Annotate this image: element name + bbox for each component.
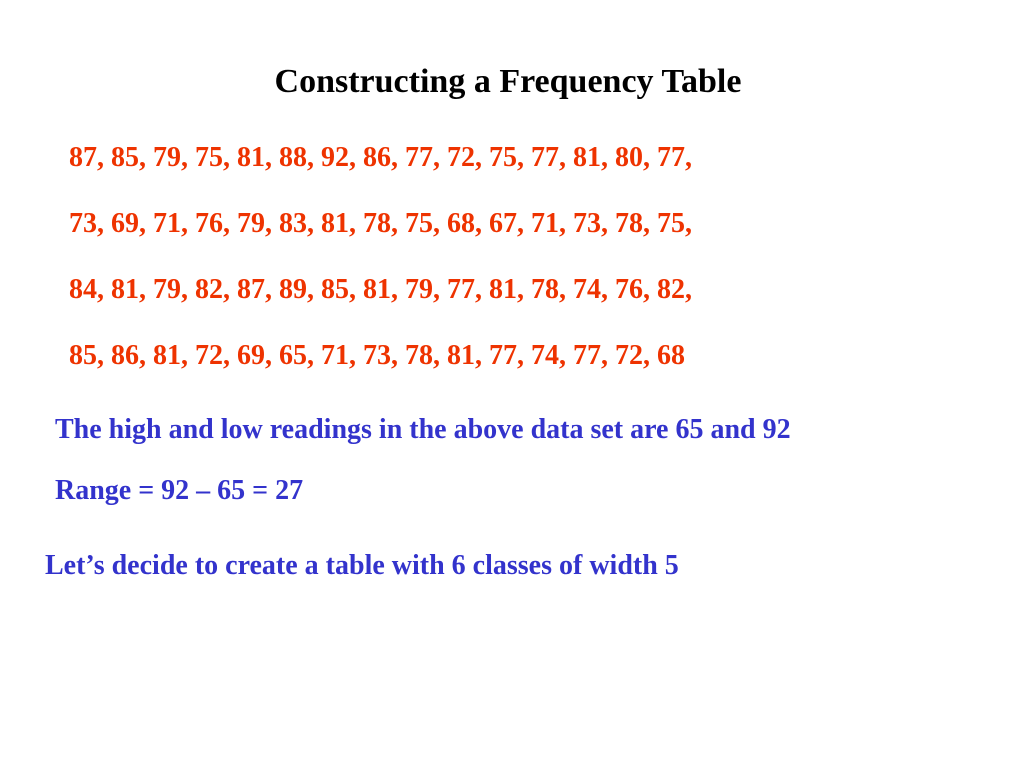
- data-line-1: 87, 85, 79, 75, 81, 88, 92, 86, 77, 72, 75, 77, 81, 80, 77,: [69, 142, 692, 173]
- data-line-3: 84, 81, 79, 82, 87, 89, 85, 81, 79, 77, 81, 78, 74, 76, 82,: [69, 274, 692, 305]
- data-set: [69, 142, 692, 406]
- high-low-statement: The high and low readings in the above data set are 65 and 92: [55, 414, 791, 445]
- data-line-4: 85, 86, 81, 72, 69, 65, 71, 73, 78, 81, 77, 74, 77, 72, 68: [69, 340, 685, 371]
- data-line-2: 73, 69, 71, 76, 79, 83, 81, 78, 75, 68, 67, 71, 73, 78, 75,: [69, 208, 692, 239]
- slide-title: Constructing a Frequency Table: [274, 63, 742, 100]
- range-statement: Range = 92 – 65 = 27: [55, 475, 304, 506]
- class-decision-statement: Let’s decide to create a table with 6 classes of width 5: [45, 550, 679, 581]
